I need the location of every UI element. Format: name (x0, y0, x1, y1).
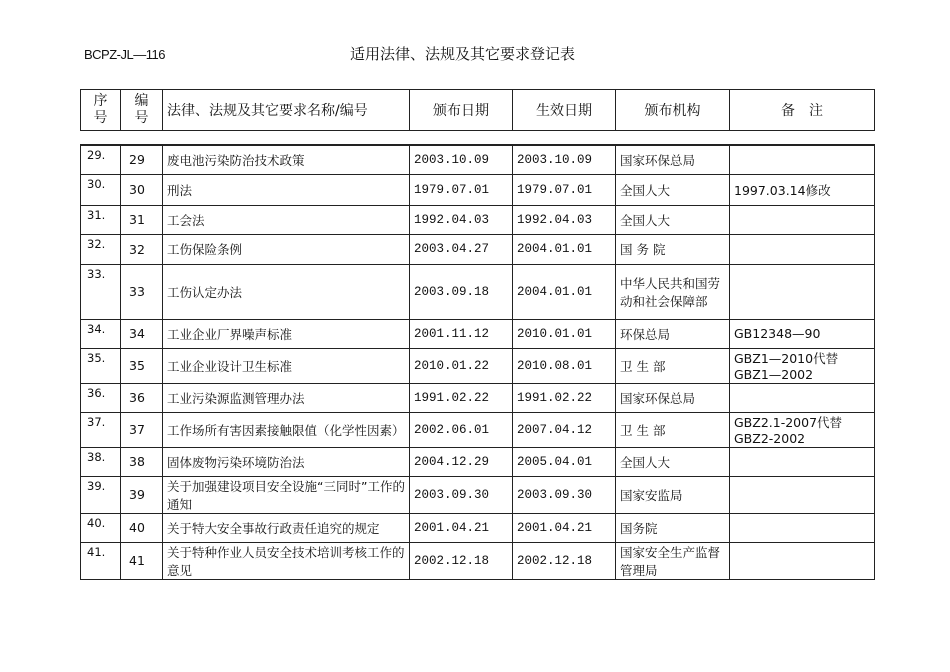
row-issue-date: 2003.04.27 (410, 234, 513, 264)
row-number: 39 (121, 476, 163, 513)
row-number: 29 (121, 145, 163, 174)
row-name: 工业污染源监测管理办法 (163, 383, 410, 412)
row-authority: 国家安全生产监督管理局 (616, 542, 730, 579)
table-row (81, 348, 875, 383)
column-header-num: 编号 (121, 90, 163, 131)
row-number: 38 (121, 447, 163, 476)
row-effective-date: 2005.04.01 (513, 447, 616, 476)
row-seq: 29. (81, 145, 121, 174)
row-effective-date: 1992.04.03 (513, 205, 616, 234)
row-authority: 卫 生 部 (616, 348, 730, 383)
row-number: 30 (121, 174, 163, 205)
row-seq: 31. (81, 205, 121, 234)
row-remark: GBZ1—2010代替GBZ1—2002 (730, 348, 875, 383)
row-remark (730, 513, 875, 542)
row-number: 32 (121, 234, 163, 264)
row-name: 工业企业厂界噪声标准 (163, 319, 410, 348)
row-remark (730, 264, 875, 319)
row-effective-date: 2004.01.01 (513, 234, 616, 264)
row-number: 35 (121, 348, 163, 383)
table-row (81, 383, 875, 412)
row-issue-date: 2003.09.30 (410, 476, 513, 513)
row-remark (730, 476, 875, 513)
row-number: 31 (121, 205, 163, 234)
table-row (81, 264, 875, 319)
regulations-table (80, 144, 875, 580)
row-effective-date: 2003.10.09 (513, 145, 616, 174)
row-number: 34 (121, 319, 163, 348)
row-effective-date: 2010.08.01 (513, 348, 616, 383)
row-issue-date: 2003.10.09 (410, 145, 513, 174)
row-remark (730, 234, 875, 264)
row-effective-date: 2004.01.01 (513, 264, 616, 319)
row-name: 固体废物污染环境防治法 (163, 447, 410, 476)
row-remark: 1997.03.14修改 (730, 174, 875, 205)
row-effective-date: 2001.04.21 (513, 513, 616, 542)
row-seq: 40. (81, 513, 121, 542)
row-number: 41 (121, 542, 163, 579)
row-effective-date: 1991.02.22 (513, 383, 616, 412)
row-remark (730, 447, 875, 476)
table-row (81, 145, 875, 174)
document-code: BCPZ-JL—116 (84, 47, 165, 62)
table-row (81, 476, 875, 513)
row-seq: 41. (81, 542, 121, 579)
row-seq: 36. (81, 383, 121, 412)
row-issue-date: 2002.12.18 (410, 542, 513, 579)
column-header-name: 法律、法规及其它要求名称/编号 (163, 90, 410, 131)
row-authority: 全国人大 (616, 447, 730, 476)
row-number: 40 (121, 513, 163, 542)
row-name: 工业企业设计卫生标准 (163, 348, 410, 383)
row-number: 36 (121, 383, 163, 412)
row-issue-date: 2001.11.12 (410, 319, 513, 348)
table-row (81, 205, 875, 234)
row-authority: 中华人民共和国劳动和社会保障部 (616, 264, 730, 319)
row-name: 关于加强建设项目安全设施“三同时”工作的通知 (163, 476, 410, 513)
row-seq: 34. (81, 319, 121, 348)
table-row (81, 174, 875, 205)
column-header-remark: 备 注 (730, 90, 875, 131)
row-seq: 39. (81, 476, 121, 513)
row-effective-date: 2002.12.18 (513, 542, 616, 579)
table-row (81, 447, 875, 476)
row-effective-date: 2007.04.12 (513, 412, 616, 447)
row-name: 工伤保险条例 (163, 234, 410, 264)
row-effective-date: 1979.07.01 (513, 174, 616, 205)
row-issue-date: 1979.07.01 (410, 174, 513, 205)
row-authority: 国家环保总局 (616, 383, 730, 412)
row-seq: 33. (81, 264, 121, 319)
row-remark (730, 205, 875, 234)
row-seq: 30. (81, 174, 121, 205)
row-remark (730, 542, 875, 579)
row-authority: 国务院 (616, 513, 730, 542)
row-issue-date: 1991.02.22 (410, 383, 513, 412)
row-name: 关于特种作业人员安全技术培训考核工作的意见 (163, 542, 410, 579)
row-name: 关于特大安全事故行政责任追究的规定 (163, 513, 410, 542)
table-row (81, 513, 875, 542)
row-issue-date: 2010.01.22 (410, 348, 513, 383)
row-name: 刑法 (163, 174, 410, 205)
column-header-seq: 序号 (81, 90, 121, 131)
row-effective-date: 2010.01.01 (513, 319, 616, 348)
row-issue-date: 1992.04.03 (410, 205, 513, 234)
row-authority: 国家环保总局 (616, 145, 730, 174)
column-header-issue-date: 颁布日期 (410, 90, 513, 131)
row-remark: GBZ2.1-2007代替GBZ2-2002 (730, 412, 875, 447)
table-row (81, 542, 875, 579)
row-authority: 国 务 院 (616, 234, 730, 264)
table-row (81, 319, 875, 348)
row-number: 33 (121, 264, 163, 319)
row-remark (730, 383, 875, 412)
row-effective-date: 2003.09.30 (513, 476, 616, 513)
row-authority: 环保总局 (616, 319, 730, 348)
row-issue-date: 2003.09.18 (410, 264, 513, 319)
row-seq: 35. (81, 348, 121, 383)
row-remark (730, 145, 875, 174)
row-authority: 国家安监局 (616, 476, 730, 513)
page-title: 适用法律、法规及其它要求登记表 (350, 45, 576, 63)
row-authority: 卫 生 部 (616, 412, 730, 447)
row-authority: 全国人大 (616, 174, 730, 205)
table-row (81, 234, 875, 264)
row-issue-date: 2001.04.21 (410, 513, 513, 542)
row-name: 工伤认定办法 (163, 264, 410, 319)
row-name: 工会法 (163, 205, 410, 234)
row-seq: 38. (81, 447, 121, 476)
table-row (81, 412, 875, 447)
row-name: 废电池污染防治技术政策 (163, 145, 410, 174)
table-header (80, 89, 875, 131)
row-authority: 全国人大 (616, 205, 730, 234)
row-seq: 37. (81, 412, 121, 447)
row-remark: GB12348—90 (730, 319, 875, 348)
column-header-effective-date: 生效日期 (513, 90, 616, 131)
row-name: 工作场所有害因素接触限值（化学性因素） (163, 412, 410, 447)
row-number: 37 (121, 412, 163, 447)
row-seq: 32. (81, 234, 121, 264)
column-header-authority: 颁布机构 (616, 90, 730, 131)
row-issue-date: 2002.06.01 (410, 412, 513, 447)
row-issue-date: 2004.12.29 (410, 447, 513, 476)
